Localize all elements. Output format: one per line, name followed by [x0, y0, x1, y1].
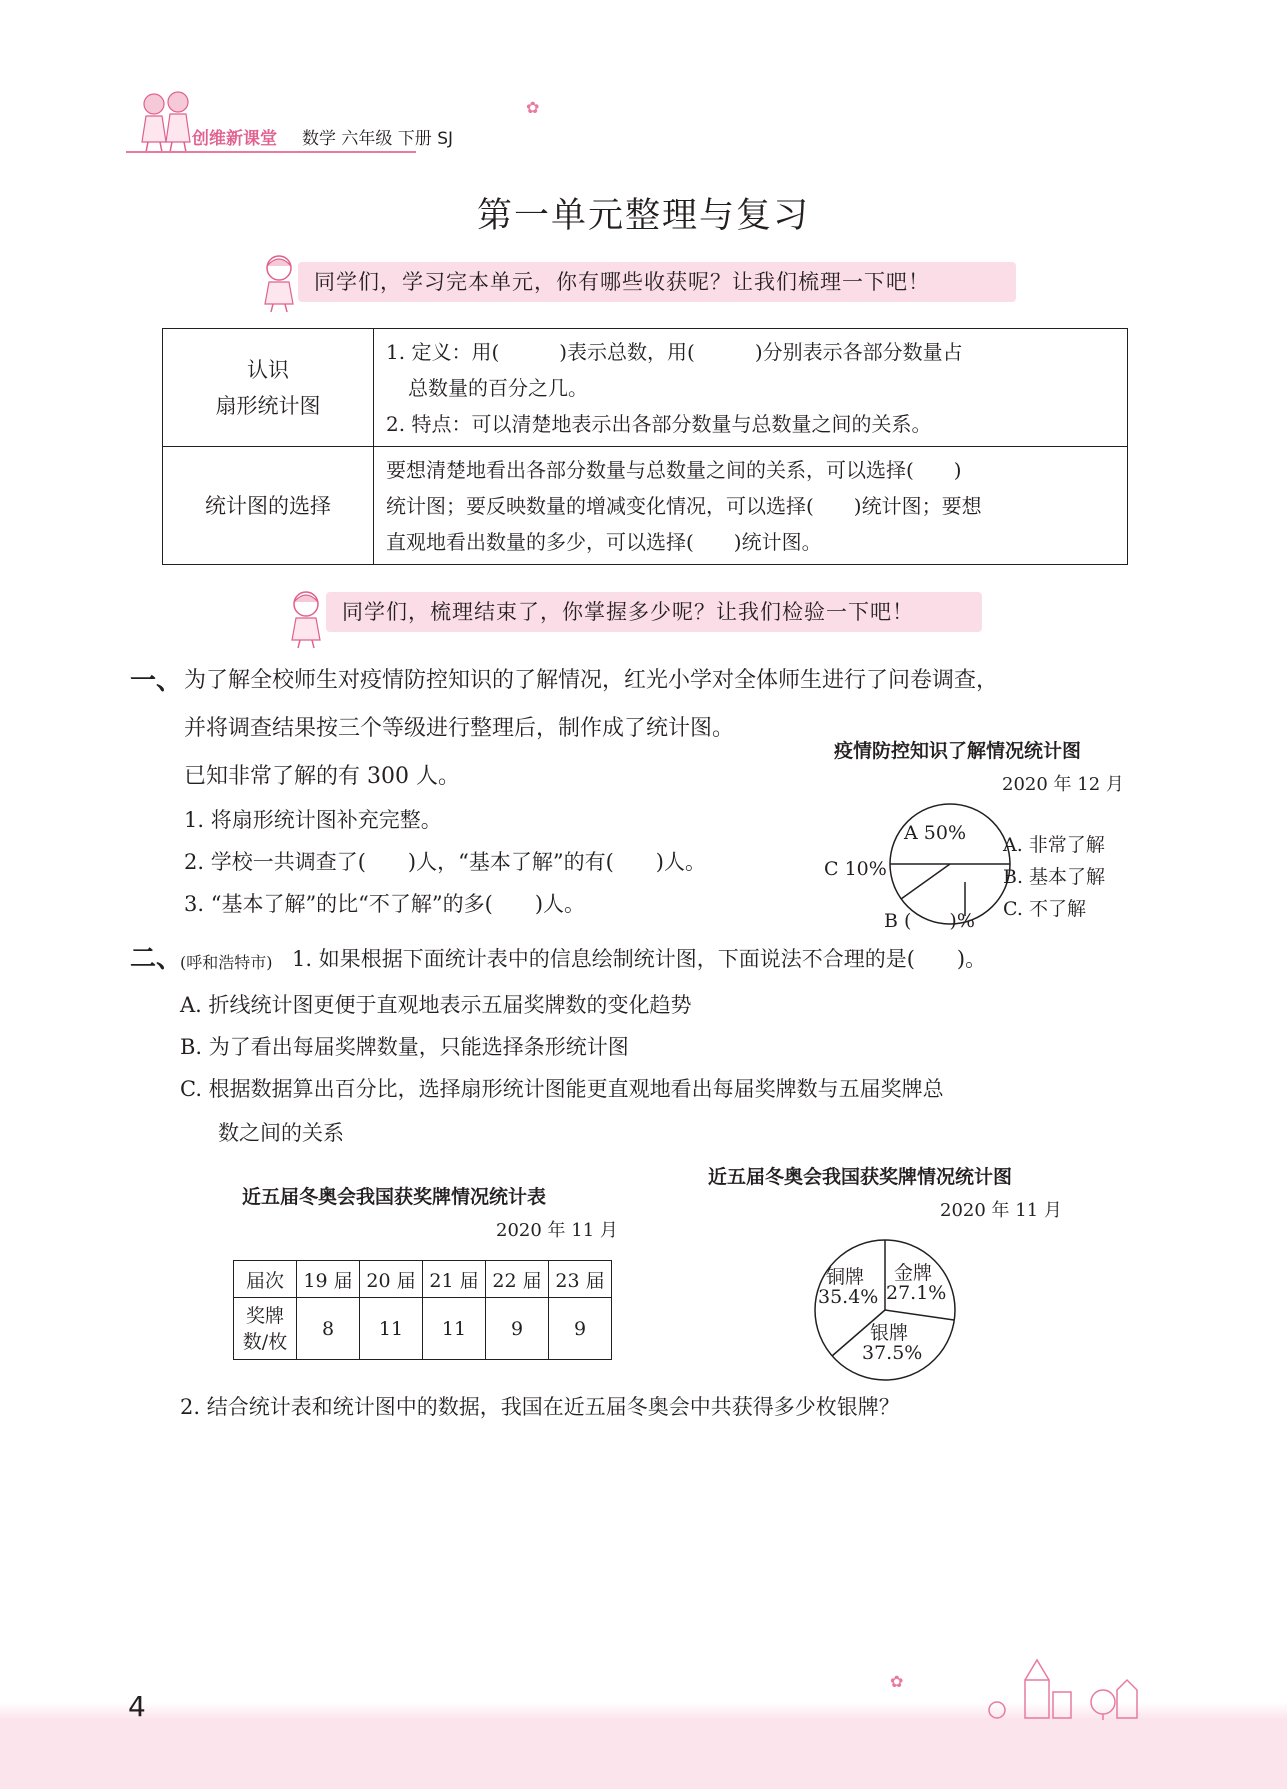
subject-label: 数学 六年级 下册 SJ — [302, 129, 454, 149]
question-1-line-1: 为了解全校师生对疫情防控知识的了解情况，红光小学对全体师生进行了问卷调查， — [184, 668, 999, 693]
table-row — [234, 1298, 612, 1360]
pie-2-title: 近五届冬奥会我国获奖牌情况统计图 — [708, 1166, 1013, 1188]
girl-mascot-icon — [282, 588, 330, 650]
table-cell: 9 — [549, 1298, 612, 1360]
table-date: 2020 年 11 月 — [496, 1220, 618, 1241]
page-title: 第一单元整理与复习 — [476, 196, 810, 236]
question-1-number: 一、 — [130, 666, 183, 696]
medal-stats-table — [233, 1260, 612, 1360]
table-cell: 11 — [423, 1298, 486, 1360]
pie-2-bronze-pct: 35.4% — [818, 1286, 879, 1308]
pie-2-bronze-name: 铜牌 — [826, 1266, 865, 1288]
chart-1-date: 2020 年 12 月 — [1002, 774, 1124, 795]
question-1-sub-1: 1. 将扇形统计图补充完整。 — [184, 808, 442, 832]
chart-1-label-a: A 50% — [904, 822, 966, 844]
chart-1-label-b: B ( )% — [884, 910, 975, 932]
chart-1-legend-a: A. 非常了解 — [1003, 834, 1105, 856]
table-row-label: 奖牌 数/枚 — [234, 1298, 297, 1360]
summary-head-pie: 认识 扇形统计图 — [163, 329, 374, 447]
table-header-cell: 20 届 — [360, 1261, 423, 1298]
table-header-cell: 22 届 — [486, 1261, 549, 1298]
summary-banner: 同学们，学习完本单元，你有哪些收获呢？让我们梳理一下吧！ — [298, 262, 1016, 302]
question-2-part-2: 2. 结合统计表和统计图中的数据，我国在近五届冬奥会中共获得多少枚银牌？ — [180, 1395, 900, 1419]
header-underline — [126, 151, 416, 153]
option-c-line-1: C. 根据数据算出百分比，选择扇形统计图能更直观地看出每届奖牌数与五届奖牌总 — [180, 1077, 944, 1101]
question-1-sub-3: 3. “基本了解”的比“不了解”的多( )人。 — [184, 892, 586, 916]
table-header-cell: 届次 — [234, 1261, 297, 1298]
flower-decoration-icon: ✿ — [526, 98, 540, 117]
castle-decoration-icon — [985, 1650, 1155, 1720]
question-1-line-2: 并将调查结果按三个等级进行整理后，制作成了统计图。 — [184, 716, 735, 741]
option-c-line-2: 数之间的关系 — [218, 1121, 344, 1145]
table-header-cell: 23 届 — [549, 1261, 612, 1298]
flower-decoration-icon: ✿ — [890, 1672, 904, 1691]
table-cell: 9 — [486, 1298, 549, 1360]
question-2-line-1: 1. 如果根据下面统计表中的信息绘制统计图，下面说法不合理的是( )。 — [292, 947, 987, 971]
option-b: B. 为了看出每届奖牌数量，只能选择条形统计图 — [180, 1035, 629, 1059]
question-2-number: 二、 — [130, 944, 183, 974]
pie-2-silver-name: 银牌 — [870, 1322, 909, 1344]
page-number: 4 — [128, 1690, 146, 1723]
chart-1-title: 疫情防控知识了解情况统计图 — [834, 740, 1082, 762]
summary-body-choice: 要想清楚地看出各部分数量与总数量之间的关系，可以选择( ) 统计图；要反映数量的增减变化情况，可以选择( )统计图；要想 直观地看出数量的多少，可以选择( )统计图。 — [374, 447, 1128, 565]
brand-name: 创维新课堂 — [192, 129, 277, 149]
pie-2-gold-pct: 27.1% — [886, 1282, 947, 1304]
pie-2-gold-name: 金牌 — [894, 1262, 933, 1284]
table-header-cell: 21 届 — [423, 1261, 486, 1298]
chart-1-legend-c: C. 不了解 — [1003, 898, 1086, 920]
table-header-cell: 19 届 — [297, 1261, 360, 1298]
chart-1-legend-b: B. 基本了解 — [1003, 866, 1106, 888]
question-1-line-3: 已知非常了解的有 300 人。 — [184, 764, 460, 789]
pie-2-silver-pct: 37.5% — [862, 1342, 923, 1364]
check-banner: 同学们，梳理结束了，你掌握多少呢？让我们检验一下吧！ — [326, 592, 982, 632]
table-cell: 8 — [297, 1298, 360, 1360]
footer-band — [0, 1718, 1287, 1789]
question-2-source: (呼和浩特市) — [180, 953, 273, 972]
summary-table — [162, 328, 1128, 565]
question-1-sub-2: 2. 学校一共调查了( )人，“基本了解”的有( )人。 — [184, 850, 706, 874]
summary-head-choice: 统计图的选择 — [163, 447, 374, 565]
summary-body-pie: 1. 定义：用( )表示总数，用( )分别表示各部分数量占 总数量的百分之几。 2. 特点：可以清楚地表示出各部分数量与总数量之间的关系。 — [374, 329, 1128, 447]
girl-mascot-icon — [255, 252, 303, 314]
pie-2-date: 2020 年 11 月 — [940, 1200, 1062, 1221]
table-header-row — [234, 1261, 612, 1298]
table-cell: 11 — [360, 1298, 423, 1360]
table-title: 近五届冬奥会我国获奖牌情况统计表 — [242, 1186, 547, 1208]
option-a: A. 折线统计图更便于直观地表示五届奖牌数的变化趋势 — [180, 993, 692, 1017]
chart-1-label-c: C 10% — [824, 858, 887, 880]
